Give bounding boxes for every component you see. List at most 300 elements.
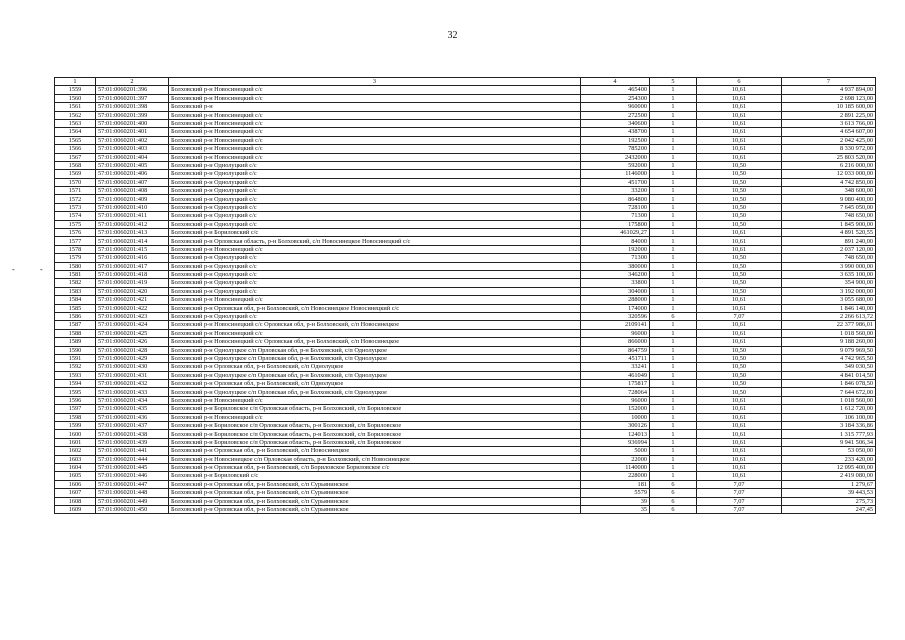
rate: 7,07	[697, 505, 782, 513]
area: 254300	[581, 94, 650, 102]
location-description: Болховский р-н Новосинецкий с/с	[169, 413, 581, 421]
cadastral-number: 57:01:0060201:450	[96, 505, 169, 513]
rate: 10,50	[697, 287, 782, 295]
col-header: 3	[169, 78, 581, 86]
area: 5579	[581, 489, 650, 497]
row-number: 1559	[55, 86, 96, 94]
row-number: 1562	[55, 111, 96, 119]
cadastral-number: 57:01:0060201:412	[96, 220, 169, 228]
area: 33800	[581, 279, 650, 287]
cadastral-number: 57:01:0060201:410	[96, 203, 169, 211]
area: 174000	[581, 304, 650, 312]
area: 175800	[581, 220, 650, 228]
area: 461029,27	[581, 229, 650, 237]
row-number: 1604	[55, 463, 96, 471]
area: 866000	[581, 338, 650, 346]
rate: 10,61	[697, 304, 782, 312]
row-number: 1580	[55, 262, 96, 270]
area: 2432000	[581, 153, 650, 161]
location-description: Болховский р-н Новосинецкий с/с	[169, 86, 581, 94]
row-number: 1609	[55, 505, 96, 513]
coefficient: 1	[650, 279, 697, 287]
coefficient: 1	[650, 380, 697, 388]
cadastral-number: 57:01:0060201:404	[96, 153, 169, 161]
row-number: 1587	[55, 321, 96, 329]
cadastral-value: 39 443,53	[782, 489, 876, 497]
area: 272500	[581, 111, 650, 119]
cadastral-number: 57:01:0060201:434	[96, 396, 169, 404]
rate: 10,50	[697, 388, 782, 396]
rate: 10,50	[697, 254, 782, 262]
cadastral-number: 57:01:0060201:430	[96, 363, 169, 371]
coefficient: 1	[650, 170, 697, 178]
coefficient: 1	[650, 388, 697, 396]
cadastral-value: 2 037 120,00	[782, 245, 876, 253]
location-description: Болховский р-н Однолуцкий с/с	[169, 170, 581, 178]
table-row	[55, 229, 876, 237]
cadastral-value: 3 192 000,00	[782, 287, 876, 295]
rate: 10,61	[697, 229, 782, 237]
row-number: 1606	[55, 480, 96, 488]
table-row	[55, 111, 876, 119]
location-description: Болховский р-н Новосинецкий с/с	[169, 111, 581, 119]
location-description: Болховский р-н Новосинецкий с/с	[169, 245, 581, 253]
table-row	[55, 212, 876, 220]
row-number: 1572	[55, 195, 96, 203]
location-description: Болховский р-н Бориловский с/с	[169, 472, 581, 480]
area: 438700	[581, 128, 650, 136]
rate: 10,61	[697, 94, 782, 102]
table-row	[55, 161, 876, 169]
cadastral-number: 57:01:0060201:439	[96, 438, 169, 446]
table-row	[55, 396, 876, 404]
location-description: Болховский р-н Однолуцкий с/с	[169, 212, 581, 220]
location-description: Болховский р-н Новосинецкий с/с	[169, 145, 581, 153]
cadastral-number: 57:01:0060201:425	[96, 329, 169, 337]
rate: 10,61	[697, 338, 782, 346]
row-number: 1598	[55, 413, 96, 421]
cadastral-number: 57:01:0060201:398	[96, 103, 169, 111]
cadastral-number: 57:01:0060201:421	[96, 296, 169, 304]
cadastral-number: 57:01:0060201:401	[96, 128, 169, 136]
coefficient: 1	[650, 187, 697, 195]
row-number: 1578	[55, 245, 96, 253]
rate: 10,50	[697, 279, 782, 287]
location-description: Болховский р-н Однолуцкое с/п Орловская обл, р-н Болховский, с/п Однолуцкое	[169, 354, 581, 362]
cadastral-value: 3 184 336,86	[782, 422, 876, 430]
cadastral-number: 57:01:0060201:407	[96, 178, 169, 186]
table-row	[55, 438, 876, 446]
cadastral-number: 57:01:0060201:429	[96, 354, 169, 362]
rate: 10,50	[697, 346, 782, 354]
coefficient: 1	[650, 136, 697, 144]
table-row	[55, 170, 876, 178]
rate: 10,61	[697, 413, 782, 421]
area: 340600	[581, 119, 650, 127]
location-description: Болховский р-н Новосинецкий с/с	[169, 94, 581, 102]
cadastral-value: 25 803 520,00	[782, 153, 876, 161]
rate: 10,61	[697, 296, 782, 304]
rate: 10,50	[697, 178, 782, 186]
cadastral-value: 3 613 766,00	[782, 119, 876, 127]
row-number: 1588	[55, 329, 96, 337]
page-number: 32	[447, 30, 458, 41]
rate: 10,61	[697, 447, 782, 455]
row-number: 1586	[55, 312, 96, 320]
location-description: Болховский р-н Орловская обл, р-н Болховский, с/п Бориловское Бориловское с/с	[169, 463, 581, 471]
rate: 10,50	[697, 371, 782, 379]
location-description: Болховский р-н Новосинецкий с/с	[169, 153, 581, 161]
area: 728100	[581, 203, 650, 211]
rate: 10,61	[697, 128, 782, 136]
rate: 10,61	[697, 136, 782, 144]
cadastral-value: 2 266 613,72	[782, 312, 876, 320]
coefficient: 6	[650, 480, 697, 488]
coefficient: 1	[650, 229, 697, 237]
coefficient: 1	[650, 329, 697, 337]
location-description: Болховский р-н Однолуцкий с/с	[169, 312, 581, 320]
column-number-row	[55, 78, 876, 86]
rate: 10,50	[697, 203, 782, 211]
table-row	[55, 472, 876, 480]
table-row	[55, 354, 876, 362]
coefficient: 1	[650, 94, 697, 102]
cadastral-value: 1 279,67	[782, 480, 876, 488]
location-description: Болховский р-н Орловская обл, р-н Болховский, с/п Однолуцкое	[169, 363, 581, 371]
rate: 10,61	[697, 145, 782, 153]
row-number: 1596	[55, 396, 96, 404]
location-description: Болховский р-н Новосинецкий с/с	[169, 128, 581, 136]
cadastral-value: 7 645 050,00	[782, 203, 876, 211]
table-row	[55, 405, 876, 413]
row-number: 1592	[55, 363, 96, 371]
rate: 10,61	[697, 455, 782, 463]
cadastral-number: 57:01:0060201:414	[96, 237, 169, 245]
location-description: Болховский р-н Однолуцкий с/с	[169, 187, 581, 195]
cadastral-value: 2 042 425,00	[782, 136, 876, 144]
table-row	[55, 422, 876, 430]
cadastral-number: 57:01:0060201:446	[96, 472, 169, 480]
row-number: 1567	[55, 153, 96, 161]
location-description: Болховский р-н Орловская обл, р-н Болховский, с/п Новосинецкое Новосинецкий с/с	[169, 304, 581, 312]
area: 192500	[581, 136, 650, 144]
table-row	[55, 245, 876, 253]
area: 1146000	[581, 170, 650, 178]
row-number: 1568	[55, 161, 96, 169]
rate: 10,61	[697, 438, 782, 446]
cadastral-number: 57:01:0060201:423	[96, 312, 169, 320]
col-header: 2	[96, 78, 169, 86]
area: 465400	[581, 86, 650, 94]
table-row	[55, 312, 876, 320]
table-row	[55, 296, 876, 304]
coefficient: 6	[650, 497, 697, 505]
table-row	[55, 187, 876, 195]
cadastral-value: 2 698 123,00	[782, 94, 876, 102]
location-description: Болховский р-н Однолуцкий с/с	[169, 279, 581, 287]
area: 228000	[581, 472, 650, 480]
margin-dash: -	[40, 265, 43, 274]
area: 10000	[581, 413, 650, 421]
rate: 10,50	[697, 270, 782, 278]
cadastral-number: 57:01:0060201:405	[96, 161, 169, 169]
coefficient: 1	[650, 447, 697, 455]
row-number: 1597	[55, 405, 96, 413]
table-row	[55, 505, 876, 513]
cadastral-number: 57:01:0060201:448	[96, 489, 169, 497]
cadastral-number: 57:01:0060201:432	[96, 380, 169, 388]
location-description: Болховский р-н Новосинецкое с/п Орловская область, р-н Болховский, с/п Новосинецкое	[169, 455, 581, 463]
location-description: Болховский р-н Орловская область, р-н Болховский, с/п Новосинецкое Новосинецкий с/с	[169, 237, 581, 245]
coefficient: 1	[650, 237, 697, 245]
cadastral-value: 1 315 777,93	[782, 430, 876, 438]
area: 785200	[581, 145, 650, 153]
row-number: 1564	[55, 128, 96, 136]
coefficient: 1	[650, 296, 697, 304]
area: 864759	[581, 346, 650, 354]
cadastral-number: 57:01:0060201:435	[96, 405, 169, 413]
table-row	[55, 145, 876, 153]
cadastral-value: 8 330 972,00	[782, 145, 876, 153]
location-description: Болховский р-н Однолуцкий с/с	[169, 220, 581, 228]
cadastral-value: 1 018 560,00	[782, 329, 876, 337]
location-description: Болховский р-н Орловская обл, р-н Болховский, с/п Сурьянинское	[169, 480, 581, 488]
cadastral-number: 57:01:0060201:445	[96, 463, 169, 471]
coefficient: 1	[650, 270, 697, 278]
table-row	[55, 178, 876, 186]
table-row	[55, 86, 876, 94]
coefficient: 1	[650, 422, 697, 430]
area: 304000	[581, 287, 650, 295]
land-register-table	[54, 77, 876, 514]
area: 1140000	[581, 463, 650, 471]
location-description: Болховский р-н Бориловское с/п Орловская область, р-н Болховский, с/п Бориловское	[169, 430, 581, 438]
table-row	[55, 321, 876, 329]
rate: 10,61	[697, 237, 782, 245]
cadastral-value: 1 612 720,00	[782, 405, 876, 413]
coefficient: 1	[650, 145, 697, 153]
coefficient: 1	[650, 363, 697, 371]
row-number: 1602	[55, 447, 96, 455]
row-number: 1589	[55, 338, 96, 346]
area: 288000	[581, 296, 650, 304]
rate: 7,07	[697, 497, 782, 505]
rate: 10,61	[697, 329, 782, 337]
location-description: Болховский р-н Однолуцкий с/с	[169, 195, 581, 203]
row-number: 1607	[55, 489, 96, 497]
coefficient: 1	[650, 262, 697, 270]
rate: 10,50	[697, 220, 782, 228]
coefficient: 1	[650, 438, 697, 446]
coefficient: 6	[650, 312, 697, 320]
col-header: 4	[581, 78, 650, 86]
coefficient: 6	[650, 505, 697, 513]
cadastral-number: 57:01:0060201:433	[96, 388, 169, 396]
table-row	[55, 304, 876, 312]
location-description: Болховский р-н Однолуцкое с/п Орловская обл, р-н Болховский, с/п Однолуцкое	[169, 371, 581, 379]
cadastral-value: 1 018 560,00	[782, 396, 876, 404]
location-description: Болховский р-н Орловская обл, р-н Болховский, с/п Новосинецкое	[169, 447, 581, 455]
coefficient: 1	[650, 128, 697, 136]
table-row	[55, 262, 876, 270]
rate: 7,07	[697, 312, 782, 320]
coefficient: 1	[650, 430, 697, 438]
cadastral-value: 354 900,00	[782, 279, 876, 287]
coefficient: 1	[650, 463, 697, 471]
rate: 10,61	[697, 111, 782, 119]
coefficient: 1	[650, 103, 697, 111]
area: 592000	[581, 161, 650, 169]
cadastral-number: 57:01:0060201:444	[96, 455, 169, 463]
cadastral-value: 4 891 520,55	[782, 229, 876, 237]
row-number: 1576	[55, 229, 96, 237]
cadastral-value: 3 635 100,00	[782, 270, 876, 278]
cadastral-number: 57:01:0060201:397	[96, 94, 169, 102]
location-description: Болховский р-н Новосинецкий с/с	[169, 119, 581, 127]
location-description: Болховский р-н Новосинецкий с/с	[169, 296, 581, 304]
cadastral-number: 57:01:0060201:406	[96, 170, 169, 178]
row-number: 1599	[55, 422, 96, 430]
location-description: Болховский р-н Однолуцкий с/с	[169, 178, 581, 186]
location-description: Болховский р-н Однолуцкий с/с	[169, 270, 581, 278]
cadastral-number: 57:01:0060201:402	[96, 136, 169, 144]
col-header: 1	[55, 78, 96, 86]
coefficient: 1	[650, 371, 697, 379]
coefficient: 1	[650, 354, 697, 362]
rate: 10,61	[697, 153, 782, 161]
row-number: 1590	[55, 346, 96, 354]
area: 181	[581, 480, 650, 488]
coefficient: 1	[650, 472, 697, 480]
table-row	[55, 220, 876, 228]
rate: 10,50	[697, 195, 782, 203]
area: 33200	[581, 187, 650, 195]
cadastral-number: 57:01:0060201:419	[96, 279, 169, 287]
coefficient: 1	[650, 346, 697, 354]
coefficient: 1	[650, 287, 697, 295]
cadastral-value: 275,73	[782, 497, 876, 505]
cadastral-number: 57:01:0060201:408	[96, 187, 169, 195]
cadastral-value: 22 377 986,01	[782, 321, 876, 329]
table-row	[55, 463, 876, 471]
row-number: 1560	[55, 94, 96, 102]
rate: 10,61	[697, 422, 782, 430]
cadastral-value: 53 050,00	[782, 447, 876, 455]
table-row	[55, 203, 876, 211]
coefficient: 1	[650, 304, 697, 312]
rate: 10,61	[697, 405, 782, 413]
table-row	[55, 270, 876, 278]
table-row	[55, 447, 876, 455]
table-row	[55, 413, 876, 421]
table-row	[55, 371, 876, 379]
row-number: 1582	[55, 279, 96, 287]
rate: 10,50	[697, 380, 782, 388]
area: 192000	[581, 245, 650, 253]
table-row	[55, 128, 876, 136]
row-number: 1571	[55, 187, 96, 195]
area: 124013	[581, 430, 650, 438]
cadastral-number: 57:01:0060201:426	[96, 338, 169, 346]
row-number: 1605	[55, 472, 96, 480]
cadastral-value: 748 650,00	[782, 254, 876, 262]
area: 96000	[581, 329, 650, 337]
cadastral-value: 2 419 080,00	[782, 472, 876, 480]
table-row	[55, 153, 876, 161]
coefficient: 1	[650, 220, 697, 228]
cadastral-number: 57:01:0060201:411	[96, 212, 169, 220]
cadastral-number: 57:01:0060201:449	[96, 497, 169, 505]
coefficient: 1	[650, 178, 697, 186]
col-header: 5	[650, 78, 697, 86]
cadastral-value: 1 846 140,00	[782, 304, 876, 312]
row-number: 1593	[55, 371, 96, 379]
rate: 10,50	[697, 212, 782, 220]
row-number: 1584	[55, 296, 96, 304]
table-row	[55, 136, 876, 144]
location-description: Болховский р-н	[169, 103, 581, 111]
location-description: Болховский р-н Орловская обл, р-н Болховский, с/п Сурьянинское	[169, 505, 581, 513]
row-number: 1574	[55, 212, 96, 220]
table-row	[55, 329, 876, 337]
rate: 10,50	[697, 354, 782, 362]
row-number: 1579	[55, 254, 96, 262]
location-description: Болховский р-н Бориловский с/с	[169, 229, 581, 237]
location-description: Болховский р-н Однолуцкий с/с	[169, 287, 581, 295]
rate: 10,61	[697, 472, 782, 480]
cadastral-number: 57:01:0060201:403	[96, 145, 169, 153]
cadastral-value: 9 188 260,00	[782, 338, 876, 346]
cadastral-value: 12 095 400,00	[782, 463, 876, 471]
location-description: Болховский р-н Однолуцкий с/с	[169, 254, 581, 262]
table-row	[55, 489, 876, 497]
cadastral-number: 57:01:0060201:441	[96, 447, 169, 455]
row-number: 1573	[55, 203, 96, 211]
cadastral-number: 57:01:0060201:413	[96, 229, 169, 237]
table-row	[55, 363, 876, 371]
location-description: Болховский р-н Бориловское с/п Орловская область, р-н Болховский, с/п Бориловское	[169, 438, 581, 446]
location-description: Болховский р-н Однолуцкий с/с	[169, 203, 581, 211]
rate: 10,50	[697, 262, 782, 270]
area: 960000	[581, 103, 650, 111]
col-header: 6	[697, 78, 782, 86]
row-number: 1577	[55, 237, 96, 245]
location-description: Болховский р-н Новосинецкий с/с	[169, 396, 581, 404]
area: 346200	[581, 270, 650, 278]
cadastral-value: 4 742 850,00	[782, 178, 876, 186]
cadastral-value: 106 100,00	[782, 413, 876, 421]
area: 864800	[581, 195, 650, 203]
table-row	[55, 94, 876, 102]
row-number: 1569	[55, 170, 96, 178]
cadastral-value: 3 055 680,00	[782, 296, 876, 304]
row-number: 1603	[55, 455, 96, 463]
col-header: 7	[782, 78, 876, 86]
cadastral-number: 57:01:0060201:436	[96, 413, 169, 421]
area: 22000	[581, 455, 650, 463]
row-number: 1594	[55, 380, 96, 388]
row-number: 1575	[55, 220, 96, 228]
table-row	[55, 380, 876, 388]
row-number: 1561	[55, 103, 96, 111]
cadastral-number: 57:01:0060201:431	[96, 371, 169, 379]
table-row	[55, 237, 876, 245]
area: 71300	[581, 254, 650, 262]
area: 380000	[581, 262, 650, 270]
coefficient: 1	[650, 111, 697, 119]
location-description: Болховский р-н Новосинецкий с/с	[169, 136, 581, 144]
row-number: 1585	[55, 304, 96, 312]
